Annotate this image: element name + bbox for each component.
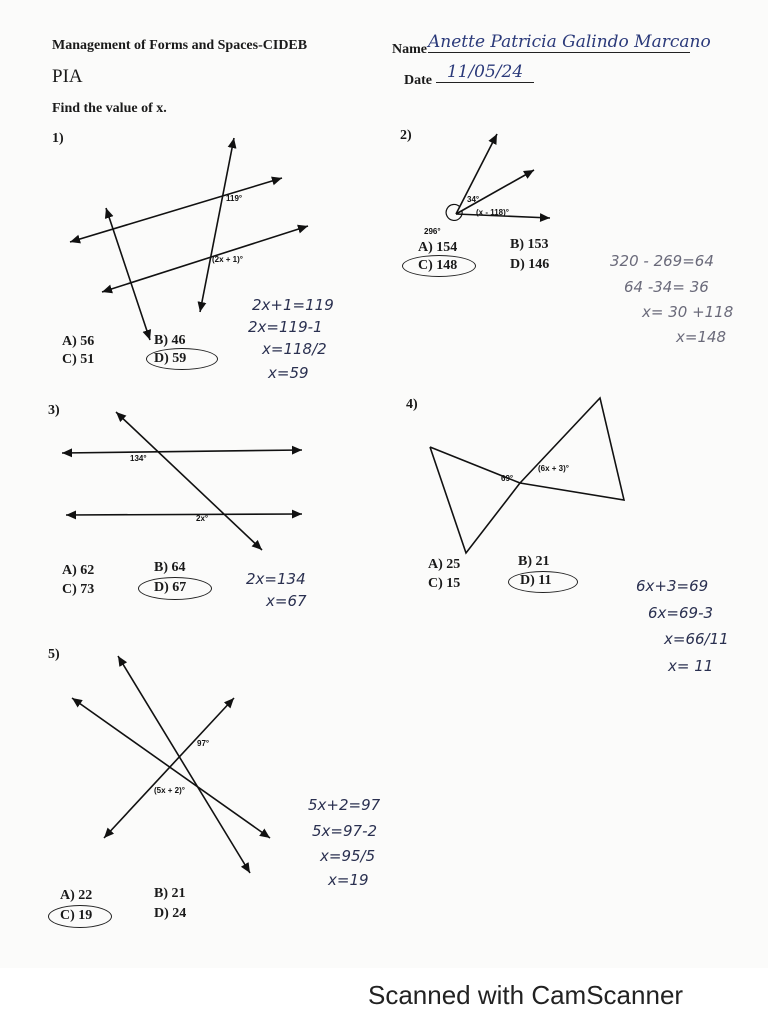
p5-answer-circle [48, 905, 112, 928]
date-field: 11/05/24 [436, 62, 534, 83]
p5-work-line-3: x=95/5 [320, 847, 376, 865]
p5-option-d: D) 24 [154, 906, 187, 921]
p4-answer-circle [508, 571, 578, 593]
problem-2-diagram [424, 134, 550, 236]
p1-option-a: A) 56 [62, 334, 95, 349]
p2-work-line-3: x= 30 +118 [642, 303, 734, 321]
p4-work-line-2: 6x=69-3 [648, 604, 714, 622]
course-title: Management of Forms and Spaces-CIDEB [52, 38, 308, 53]
problem-3-diagram [62, 412, 302, 550]
problem-1-number: 1) [52, 131, 64, 146]
camscanner-watermark: Scanned with CamScanner [368, 980, 684, 1010]
problem-3-number: 3) [48, 403, 60, 418]
scanner-footer [0, 968, 768, 1024]
p1-work-line-1: 2x+1=119 [252, 296, 334, 314]
p1-work-line-2: 2x=119-1 [248, 318, 323, 336]
p5-work-line-2: 5x=97-2 [312, 822, 378, 840]
pia-label: PIA [52, 66, 83, 87]
p4-work-line-1: 6x+3=69 [636, 577, 709, 595]
p1-angle-label-2x1: (2x + 1)° [212, 255, 243, 264]
p3-angle-label-2x: 2x° [196, 514, 209, 523]
p4-angle-label-69: 69° [501, 474, 514, 483]
p3-option-c: C) 73 [62, 582, 95, 597]
p3-option-b: B) 64 [154, 560, 186, 575]
p5-work-line-4: x=19 [328, 871, 369, 889]
p4-option-b: B) 21 [518, 554, 550, 569]
p1-option-c: C) 51 [62, 352, 95, 367]
p5-option-c: C) 19 [60, 908, 93, 923]
p2-option-d: D) 146 [510, 257, 550, 272]
p3-angle-label-134: 134° [130, 454, 147, 463]
p2-angle-label-34: 34° [467, 195, 480, 204]
problem-4-number: 4) [406, 397, 418, 412]
instruction-text: Find the value of x. [52, 101, 167, 116]
p4-option-c: C) 15 [428, 576, 461, 591]
p4-work-line-4: x= 11 [668, 657, 714, 675]
p4-option-a: A) 25 [428, 557, 461, 572]
p3-option-d: D) 67 [154, 580, 187, 595]
p4-work-line-3: x=66/11 [664, 630, 729, 648]
p3-work-line-2: x=67 [266, 592, 307, 610]
date-label: Date [404, 73, 432, 88]
p2-angle-label-x118: (x - 118)° [476, 208, 509, 217]
p3-answer-circle [138, 577, 212, 600]
p1-work-line-4: x=59 [268, 364, 309, 382]
p2-option-a: A) 154 [418, 240, 458, 255]
p5-option-b: B) 21 [154, 886, 186, 901]
p1-angle-label-119: 119° [226, 194, 243, 203]
problem-4-diagram [430, 398, 624, 553]
p2-option-c: C) 148 [418, 258, 458, 273]
problem-5-number: 5) [48, 647, 60, 662]
p5-angle-label-5x2: (5x + 2)° [154, 786, 185, 795]
p2-work-line-4: x=148 [676, 328, 727, 346]
p1-answer-circle [146, 348, 218, 370]
p1-option-b: B) 46 [154, 333, 186, 348]
name-field: Anette Patricia Galindo Marcano [428, 32, 711, 52]
p2-answer-circle [402, 255, 476, 277]
p2-work-line-2: 64 -34= 36 [624, 278, 709, 296]
p2-angle-label-296: 296° [424, 227, 441, 236]
p4-option-d: D) 11 [520, 573, 552, 588]
p2-option-b: B) 153 [510, 237, 549, 252]
p5-work-line-1: 5x+2=97 [308, 796, 381, 814]
p3-work-line-1: 2x=134 [246, 570, 306, 588]
p1-work-line-3: x=118/2 [262, 340, 327, 358]
p5-option-a: A) 22 [60, 888, 93, 903]
name-label: Name [392, 42, 427, 57]
problem-2-number: 2) [400, 128, 412, 143]
p2-work-line-1: 320 - 269=64 [610, 252, 714, 270]
p1-option-d: D) 59 [154, 351, 187, 366]
problem-5-diagram [72, 656, 270, 873]
p3-option-a: A) 62 [62, 563, 95, 578]
p4-angle-label-6x3: (6x + 3)° [538, 464, 569, 473]
p5-angle-label-97: 97° [197, 739, 210, 748]
